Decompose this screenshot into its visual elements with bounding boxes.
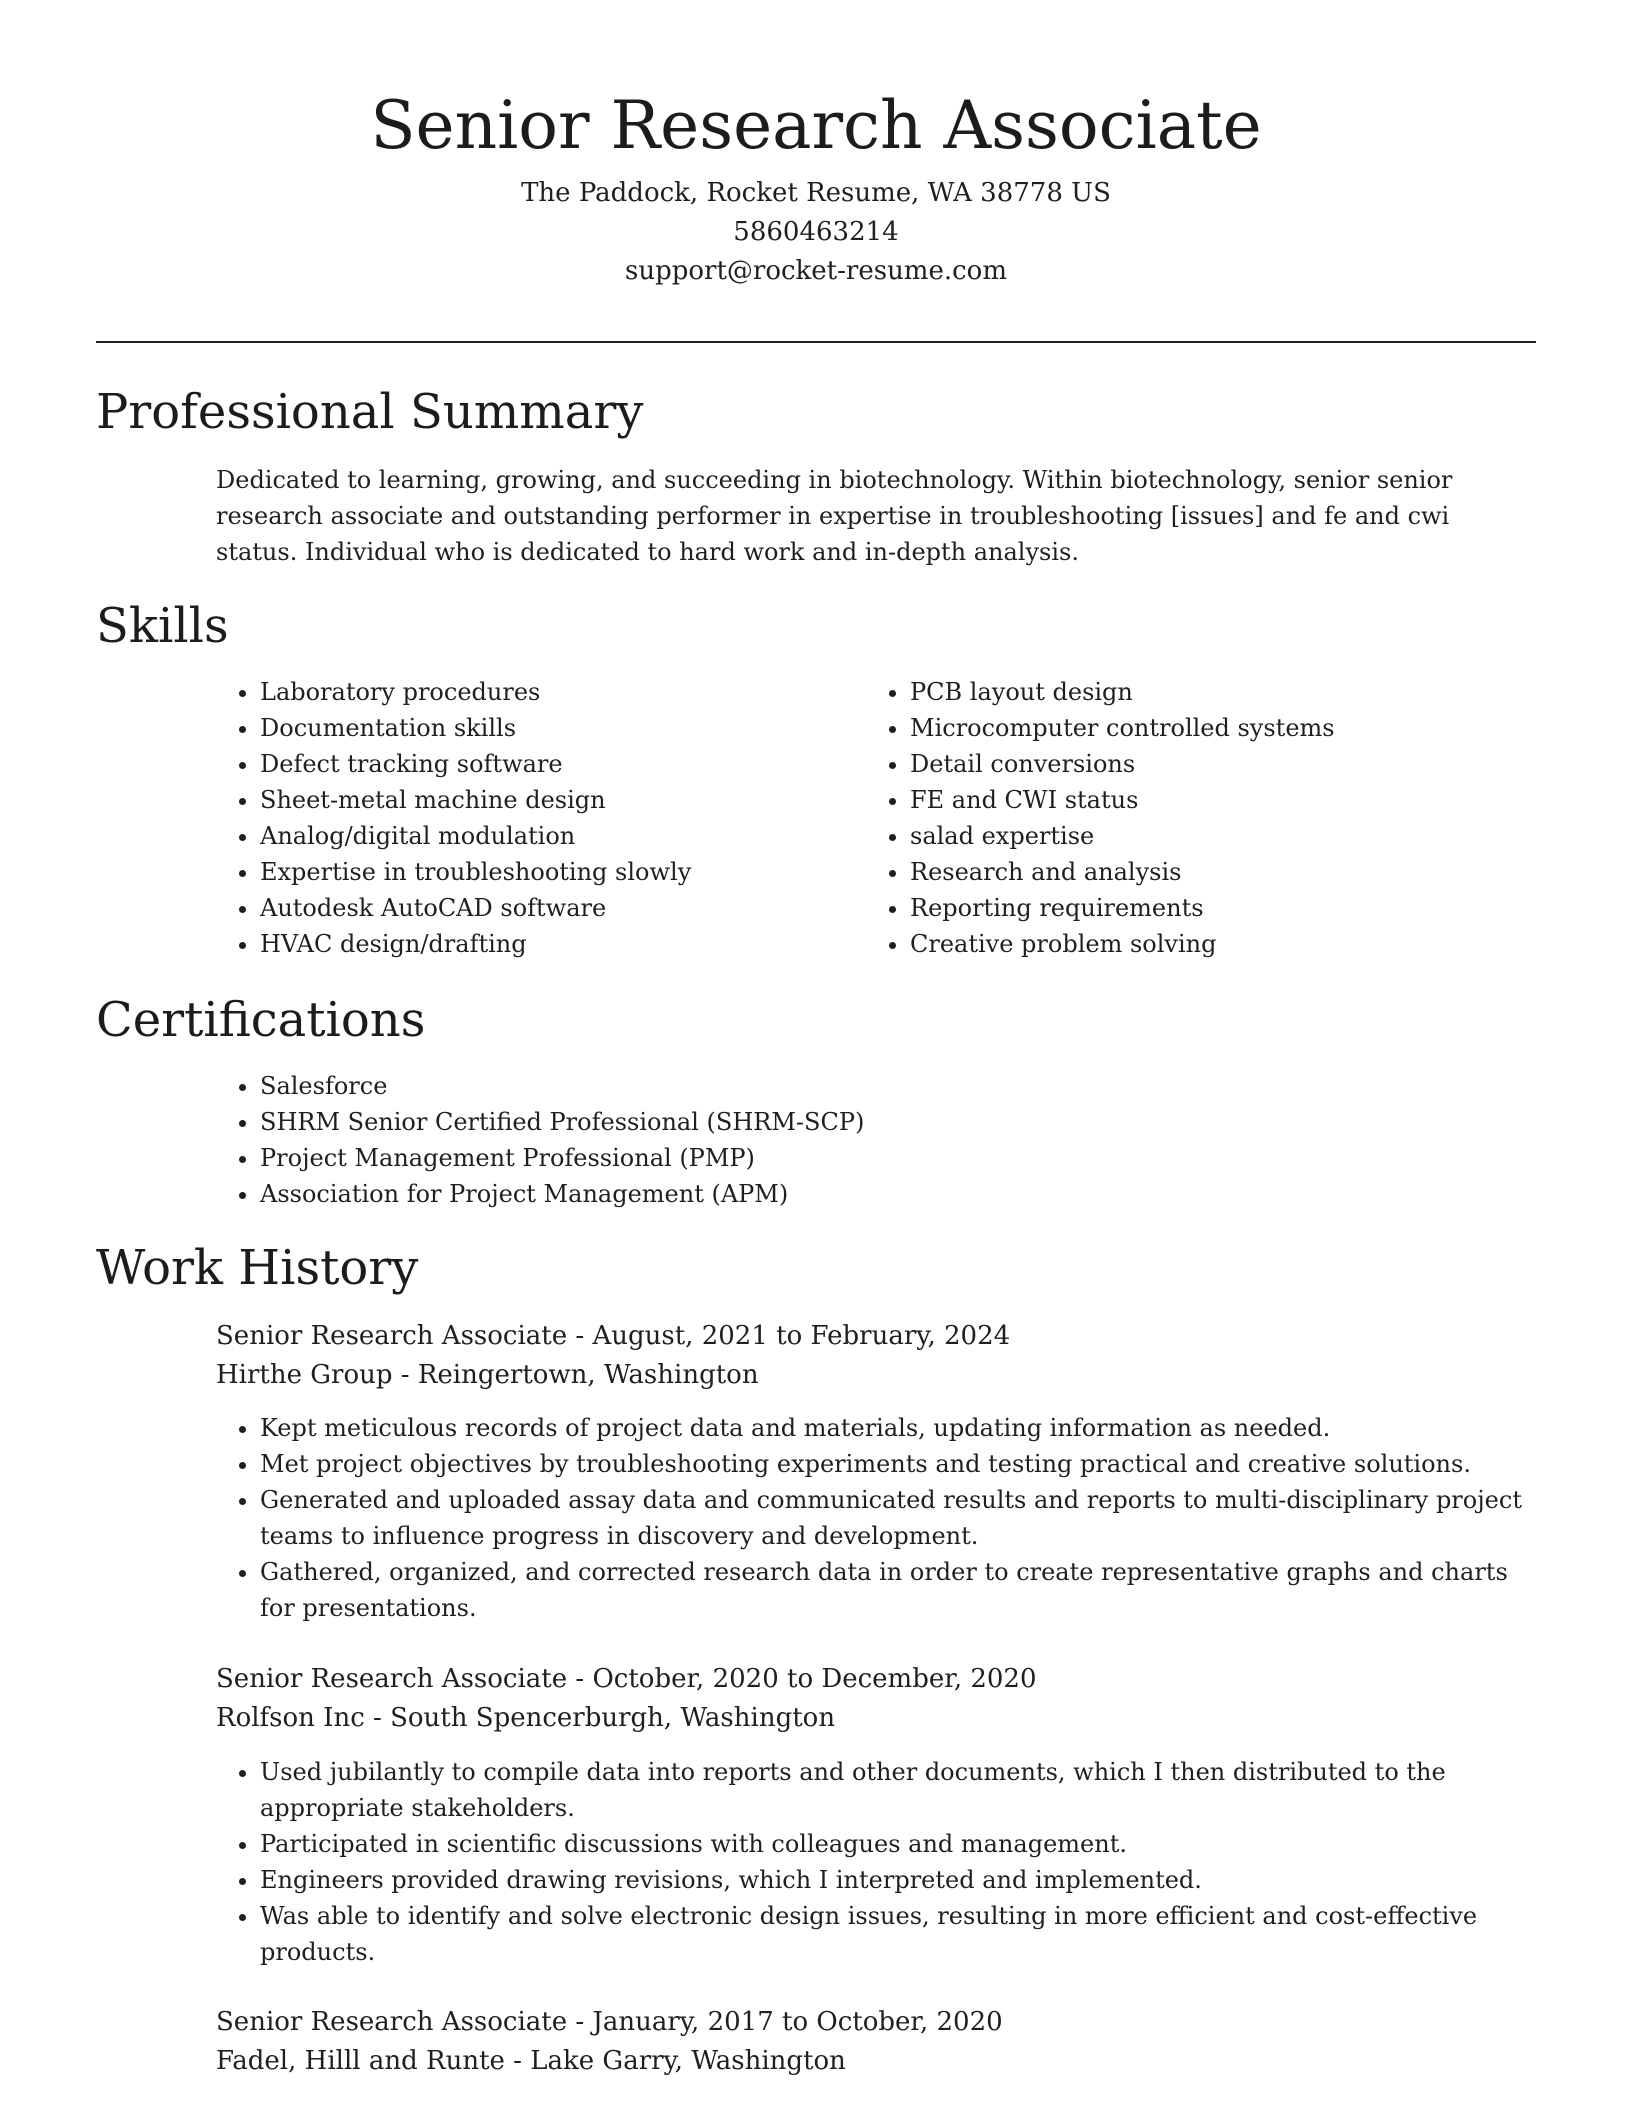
job-bullets <box>216 1410 1550 1626</box>
certification-item: • SHRM Senior Certified Professional (SHRM-SCP) <box>260 1104 1560 1140</box>
certification-item: • Project Management Professional (PMP) <box>260 1140 1560 1176</box>
skill-item: • PCB layout design <box>910 674 1550 710</box>
job-role: Senior Research Associate <box>216 1664 568 1694</box>
job-location: Reingertown, Washington <box>417 1360 759 1390</box>
summary-heading: Professional Summary <box>96 384 644 440</box>
resume-header <box>96 78 1536 291</box>
skill-item: • Laboratory procedures <box>260 674 860 710</box>
certification-item: • Association for Project Management (APM) <box>260 1176 1560 1212</box>
job-role: Senior Research Associate <box>216 2007 568 2037</box>
skill-item: • Research and analysis <box>910 854 1550 890</box>
job-bullet: • Engineers provided drawing revisions, which I interpreted and implemented. <box>260 1862 1550 1898</box>
header-divider <box>96 341 1536 343</box>
summary-text: Dedicated to learning, growing, and succeeding in biotechnology. Within biotechnology, senior senior research associate and outstanding performer in expertise in troubleshooting [issues] and fe and cwi status. Individual who is dedicated to hard work and in-depth analysis. <box>216 466 1453 566</box>
job-separator: - <box>392 1360 418 1390</box>
job-bullet: • Met project objectives by troubleshooting experiments and testing practical and creative solutions. <box>260 1446 1550 1482</box>
work-history-heading: Work History <box>96 1240 419 1296</box>
contact-email: support@rocket-resume.com <box>624 256 1007 286</box>
job-company: Fadel, Hilll and Runte <box>216 2046 505 2076</box>
job-bullet: • Participated in scientific discussions with colleagues and management. <box>260 1826 1550 1862</box>
job-dates: August, 2021 to February, 2024 <box>592 1321 1011 1351</box>
job-title-line <box>216 2003 1536 2042</box>
skill-item: • Creative problem solving <box>910 926 1550 962</box>
job-separator: - <box>364 1703 391 1733</box>
job-title-line <box>216 1660 1536 1699</box>
skill-item: • Sheet-metal machine design <box>260 782 860 818</box>
skill-item: • salad expertise <box>910 818 1550 854</box>
certifications-list <box>216 1068 1560 1212</box>
job-company-line <box>216 1356 1536 1395</box>
job-separator: - <box>567 1664 593 1694</box>
job-company-line <box>216 2042 1536 2081</box>
job-bullet: • Used jubilantly to compile data into reports and other documents, which I then distributed to the appropriate stakeholders. <box>260 1754 1550 1826</box>
contact-address: The Paddock, Rocket Resume, WA 38778 US <box>521 178 1111 208</box>
skills-list-right <box>866 674 1550 962</box>
job-location: South Spencerburgh, Washington <box>390 1703 836 1733</box>
job-title-line <box>216 1317 1536 1356</box>
skills-list-left <box>216 674 860 962</box>
job-role: Senior Research Associate <box>216 1321 568 1351</box>
skill-item: • Analog/digital modulation <box>260 818 860 854</box>
skill-item: • Microcomputer controlled systems <box>910 710 1550 746</box>
candidate-title: Senior Research Associate <box>370 87 1262 164</box>
job-separator: - <box>567 1321 593 1351</box>
job-dates: January, 2017 to October, 2020 <box>592 2007 1003 2037</box>
job-dates: October, 2020 to December, 2020 <box>592 1664 1037 1694</box>
job-bullet: • Generated and uploaded assay data and communicated results and reports to multi-disciplinary project teams to influence progress in discovery and development. <box>260 1482 1550 1554</box>
job-separator: - <box>504 2046 531 2076</box>
certification-item: • Salesforce <box>260 1068 1560 1104</box>
skill-item: • Expertise in troubleshooting slowly <box>260 854 860 890</box>
skill-item: • Detail conversions <box>910 746 1550 782</box>
job-separator: - <box>567 2007 593 2037</box>
job-company: Rolfson Inc <box>216 1703 365 1733</box>
skill-item: • Reporting requirements <box>910 890 1550 926</box>
skill-item: • Documentation skills <box>260 710 860 746</box>
job-company: Hirthe Group <box>216 1360 393 1390</box>
certifications-heading: Certifications <box>96 992 426 1048</box>
skill-item: • Defect tracking software <box>260 746 860 782</box>
job-bullet: • Kept meticulous records of project data and materials, updating information as needed. <box>260 1410 1550 1446</box>
skill-item: • HVAC design/drafting <box>260 926 860 962</box>
job-bullet: • Gathered, organized, and corrected research data in order to create representative graphs and charts for presentations. <box>260 1554 1550 1626</box>
job-bullet: • Was able to identify and solve electronic design issues, resulting in more efficient and cost-effective products. <box>260 1898 1550 1970</box>
contact-phone: 5860463214 <box>733 217 899 247</box>
skills-heading: Skills <box>96 598 229 654</box>
job-location: Lake Garry, Washington <box>530 2046 846 2076</box>
job-company-line <box>216 1699 1536 1738</box>
skill-item: • FE and CWI status <box>910 782 1550 818</box>
skill-item: • Autodesk AutoCAD software <box>260 890 860 926</box>
job-bullets <box>216 1754 1550 1970</box>
